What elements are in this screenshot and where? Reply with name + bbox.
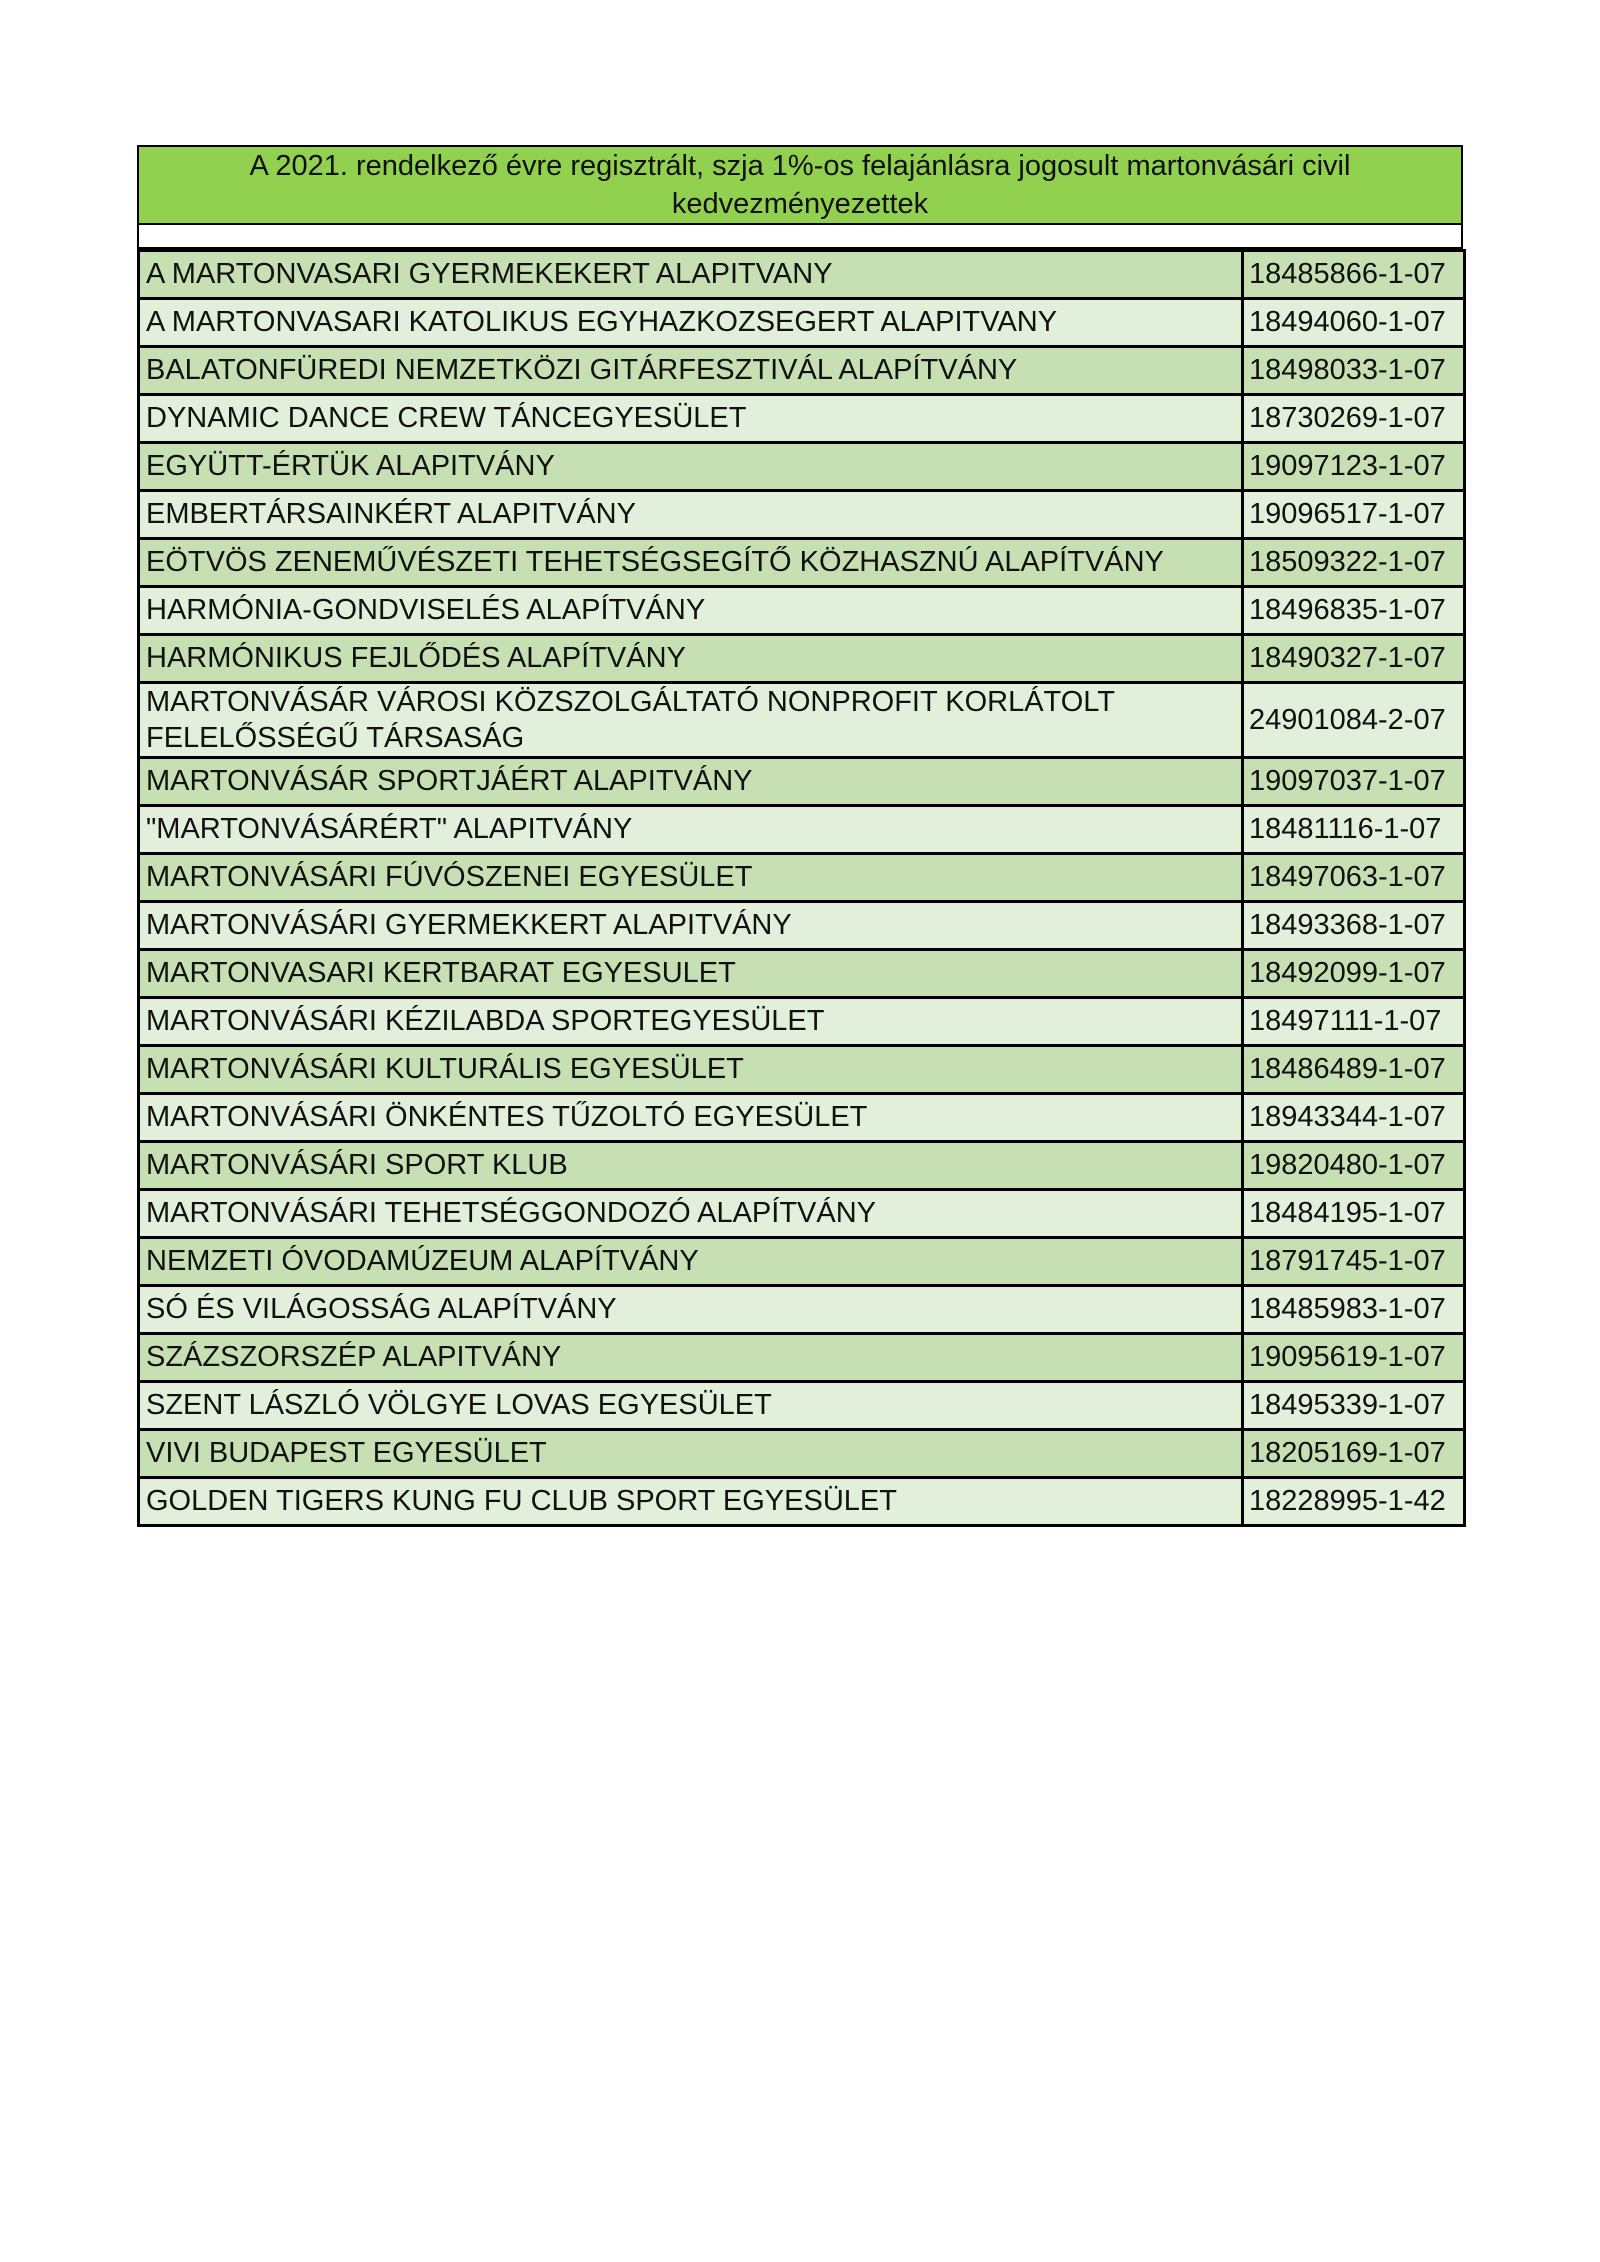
organization-name-cell: A MARTONVASARI GYERMEKEKERT ALAPITVANY <box>139 251 1243 299</box>
organization-name-cell: MARTONVÁSÁRI GYERMEKKERT ALAPITVÁNY <box>139 902 1243 950</box>
table-row <box>139 587 1465 635</box>
table-row <box>139 347 1465 395</box>
tax-id-cell: 18485983-1-07 <box>1243 1286 1465 1334</box>
table-row <box>139 1238 1465 1286</box>
table-row <box>139 854 1465 902</box>
tax-id-cell: 18497063-1-07 <box>1243 854 1465 902</box>
table-row <box>139 683 1465 758</box>
table-row <box>139 299 1465 347</box>
table-row <box>139 758 1465 806</box>
table-row <box>139 998 1465 1046</box>
organization-name-cell: MARTONVÁSÁRI KÉZILABDA SPORTEGYESÜLET <box>139 998 1243 1046</box>
organization-name-cell: SZÁZSZORSZÉP ALAPITVÁNY <box>139 1334 1243 1382</box>
organization-name-cell: EÖTVÖS ZENEMŰVÉSZETI TEHETSÉGSEGÍTŐ KÖZHASZNÚ ALAPÍTVÁNY <box>139 539 1243 587</box>
table-row <box>139 1382 1465 1430</box>
tax-id-cell: 18492099-1-07 <box>1243 950 1465 998</box>
table-row <box>139 443 1465 491</box>
tax-id-cell: 18486489-1-07 <box>1243 1046 1465 1094</box>
table-row <box>139 1430 1465 1478</box>
organization-name-cell: EMBERTÁRSAINKÉRT ALAPITVÁNY <box>139 491 1243 539</box>
tax-id-cell: 18730269-1-07 <box>1243 395 1465 443</box>
organization-name-cell: DYNAMIC DANCE CREW TÁNCEGYESÜLET <box>139 395 1243 443</box>
tax-id-cell: 18791745-1-07 <box>1243 1238 1465 1286</box>
table-row <box>139 1046 1465 1094</box>
title-line-2: kedvezményezettek <box>671 188 929 220</box>
tax-id-cell: 19820480-1-07 <box>1243 1142 1465 1190</box>
organization-name-cell: MARTONVASARI KERTBARAT EGYESULET <box>139 950 1243 998</box>
table-row <box>139 806 1465 854</box>
organization-name-cell: SÓ ÉS VILÁGOSSÁG ALAPÍTVÁNY <box>139 1286 1243 1334</box>
organization-name-cell: HARMÓNIKUS FEJLŐDÉS ALAPÍTVÁNY <box>139 635 1243 683</box>
tax-id-cell: 18205169-1-07 <box>1243 1430 1465 1478</box>
tax-id-cell: 18495339-1-07 <box>1243 1382 1465 1430</box>
organization-name-cell: SZENT LÁSZLÓ VÖLGYE LOVAS EGYESÜLET <box>139 1382 1243 1430</box>
table-row <box>139 539 1465 587</box>
table-row <box>139 1286 1465 1334</box>
beneficiaries-table <box>137 249 1466 1527</box>
table-body <box>139 251 1465 1526</box>
table-row <box>139 1142 1465 1190</box>
organization-name-cell: MARTONVÁSÁR SPORTJÁÉRT ALAPITVÁNY <box>139 758 1243 806</box>
title-line-1: A 2021. rendelkező évre regisztrált, szja 1%-os felajánlásra jogosult martonvásári civil <box>249 150 1351 182</box>
tax-id-cell: 24901084-2-07 <box>1243 683 1465 758</box>
tax-id-cell: 18490327-1-07 <box>1243 635 1465 683</box>
tax-id-cell: 19097037-1-07 <box>1243 758 1465 806</box>
organization-name-cell: HARMÓNIA-GONDVISELÉS ALAPÍTVÁNY <box>139 587 1243 635</box>
tax-id-cell: 18485866-1-07 <box>1243 251 1465 299</box>
organization-name-cell: MARTONVÁSÁRI TEHETSÉGGONDOZÓ ALAPÍTVÁNY <box>139 1190 1243 1238</box>
organization-name-cell: EGYÜTT-ÉRTÜK ALAPITVÁNY <box>139 443 1243 491</box>
organization-name-cell: MARTONVÁSÁRI FÚVÓSZENEI EGYESÜLET <box>139 854 1243 902</box>
organization-name-cell: "MARTONVÁSÁRÉRT" ALAPITVÁNY <box>139 806 1243 854</box>
organization-name-cell: A MARTONVASARI KATOLIKUS EGYHAZKOZSEGERT ALAPITVANY <box>139 299 1243 347</box>
tax-id-cell: 18494060-1-07 <box>1243 299 1465 347</box>
organization-name-cell: MARTONVÁSÁRI KULTURÁLIS EGYESÜLET <box>139 1046 1243 1094</box>
organization-name-cell: VIVI BUDAPEST EGYESÜLET <box>139 1430 1243 1478</box>
table-title <box>137 145 1463 225</box>
organization-name-cell: NEMZETI ÓVODAMÚZEUM ALAPÍTVÁNY <box>139 1238 1243 1286</box>
organization-name-cell: MARTONVÁSÁRI SPORT KLUB <box>139 1142 1243 1190</box>
tax-id-cell: 18496835-1-07 <box>1243 587 1465 635</box>
table-row <box>139 950 1465 998</box>
table-row <box>139 1190 1465 1238</box>
tax-id-cell: 18484195-1-07 <box>1243 1190 1465 1238</box>
tax-id-cell: 18497111-1-07 <box>1243 998 1465 1046</box>
organization-name-cell: GOLDEN TIGERS KUNG FU CLUB SPORT EGYESÜLET <box>139 1478 1243 1526</box>
tax-id-cell: 18228995-1-42 <box>1243 1478 1465 1526</box>
tax-id-cell: 18943344-1-07 <box>1243 1094 1465 1142</box>
organization-name-cell: MARTONVÁSÁRI ÖNKÉNTES TŰZOLTÓ EGYESÜLET <box>139 1094 1243 1142</box>
tax-id-cell: 18493368-1-07 <box>1243 902 1465 950</box>
table-row <box>139 491 1465 539</box>
organization-name-cell: BALATONFÜREDI NEMZETKÖZI GITÁRFESZTIVÁL ALAPÍTVÁNY <box>139 347 1243 395</box>
tax-id-cell: 18509322-1-07 <box>1243 539 1465 587</box>
table-row <box>139 1478 1465 1526</box>
table-row <box>139 251 1465 299</box>
beneficiaries-sheet <box>137 145 1463 1527</box>
tax-id-cell: 19096517-1-07 <box>1243 491 1465 539</box>
table-row <box>139 1334 1465 1382</box>
organization-name-cell: MARTONVÁSÁR VÁROSI KÖZSZOLGÁLTATÓ NONPROFIT KORLÁTOLT FELELŐSSÉGŰ TÁRSASÁG <box>139 683 1243 758</box>
table-row <box>139 902 1465 950</box>
table-row <box>139 1094 1465 1142</box>
tax-id-cell: 19097123-1-07 <box>1243 443 1465 491</box>
tax-id-cell: 18481116-1-07 <box>1243 806 1465 854</box>
table-row <box>139 635 1465 683</box>
blank-row <box>137 225 1463 249</box>
tax-id-cell: 19095619-1-07 <box>1243 1334 1465 1382</box>
tax-id-cell: 18498033-1-07 <box>1243 347 1465 395</box>
table-row <box>139 395 1465 443</box>
